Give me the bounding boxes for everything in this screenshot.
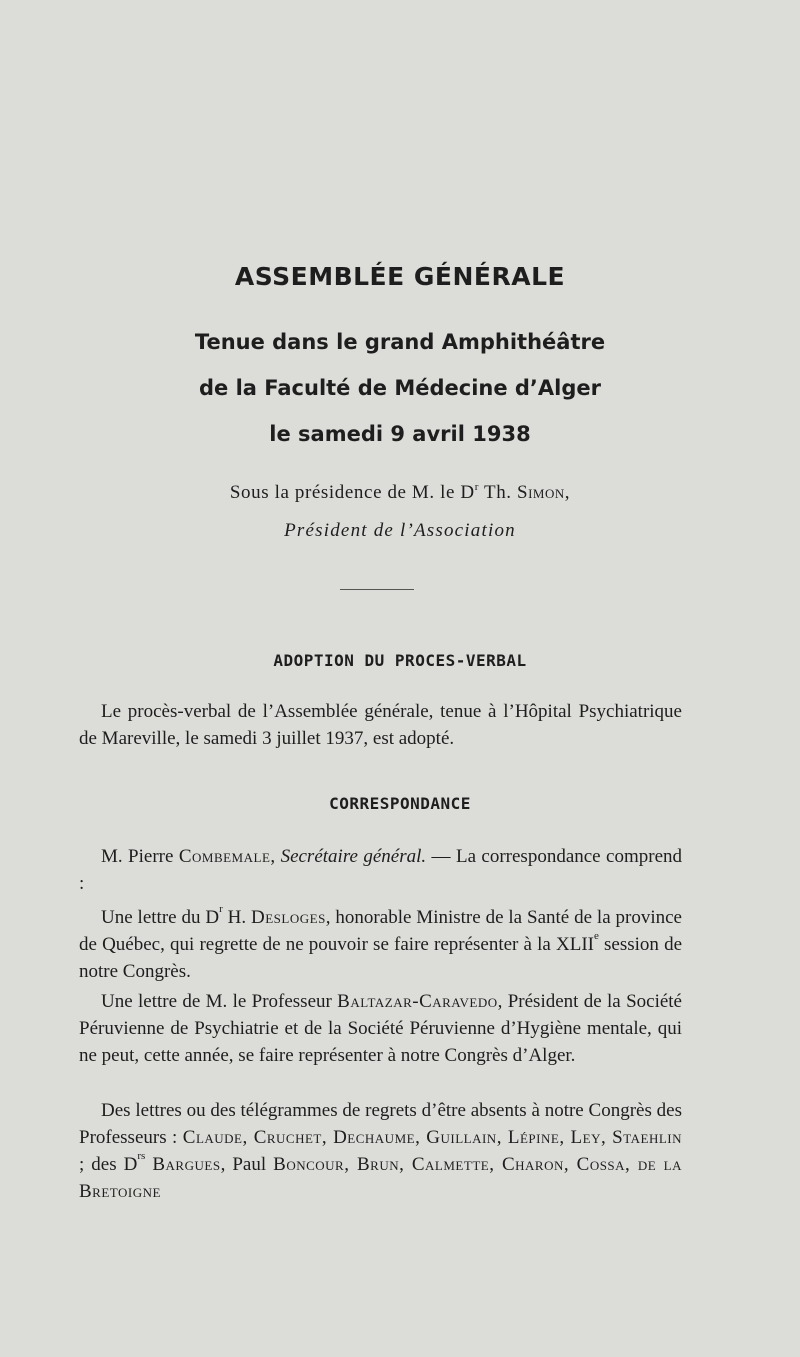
baltazar-name: Baltazar-Caravedo (337, 991, 498, 1012)
heading-adoption: ADOPTION DU PROCES-VERBAL (273, 651, 527, 670)
subtitle-date: le samedi 9 avril 1938 (269, 422, 531, 446)
paragraph-adoption: Le procès-verbal de l’Assemblée générale, tenue à l’Hôpital Psychiatrique de Mareville, le samedi 3 juillet 1937, est adopté. (79, 701, 682, 749)
paragraph-correspondance-intro: M. Pierre Combemale, Secrétaire général. — La correspondance comprend : (79, 846, 682, 894)
page-title: ASSEMBLÉE GÉNÉRALE (234, 262, 566, 291)
presidence-line: Sous la présidence de M. le $D^r$ Th. Simon, (229, 481, 571, 503)
president-name: Simon (517, 482, 565, 503)
heading-correspondance: CORRESPONDANCE (329, 794, 471, 813)
doctors-names: Boncour, Brun, Calmette, Charon, Cossa, de la Bretoigne (79, 1154, 683, 1202)
desloges-name: Desloges (251, 907, 326, 928)
paragraph-desloges: Une lettre du $D^r$ H. Desloges, honorable Ministre de la Santé de la province de Québec, qui regrette de ne pouvoir se faire représenter à la XLIIe session de notre Congrès. (79, 903, 682, 982)
section-divider (340, 589, 414, 590)
professors-names: Claude, Cruchet, Dechaume, Guillain, Lépine, Ley, Staehlin (182, 1127, 682, 1148)
bargues-name: Bargues (152, 1154, 221, 1175)
secretary-name: Combemale (178, 846, 271, 867)
paragraph-regrets: Des lettres ou des télégrammes de regrets d’être absents à notre Congrès des Professeurs : Claude, Cruchet, Dechaume, Guillain, Lépine, Ley, Staehlin ; des $D^{rs}$ Bargues, Paul Boncour, Brun, Calmette, Charon, Cossa, de la Bretoigne (79, 1100, 683, 1202)
subtitle-line-2: de la Faculté de Médecine d’Alger (199, 376, 601, 400)
subtitle-line-1: Tenue dans le grand Amphithéâtre (194, 330, 606, 354)
paragraph-baltazar: Une lettre de M. le Professeur Baltazar-Caravedo, Président de la Société Péruvienne de Psychiatrie et de la Société Péruvienne d’Hygiène mentale, qui ne peut, cette année, se faire représenter à notre Congrès d’Alger. (79, 991, 682, 1066)
secretary-role: Secrétaire général. (280, 846, 427, 867)
president-role: Président de l’Association (284, 520, 516, 541)
